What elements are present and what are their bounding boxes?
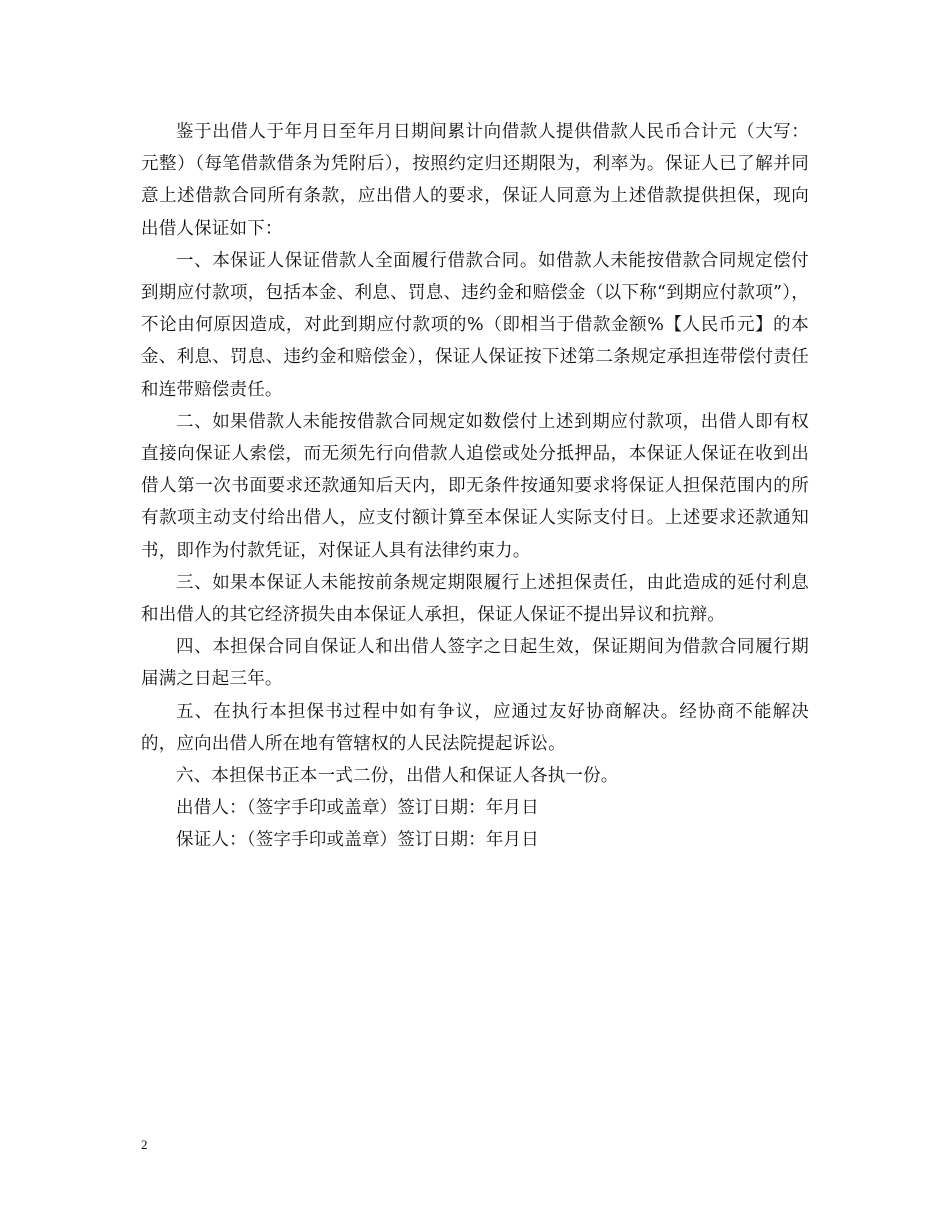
lender-signature-line: 出借人：（签字手印或盖章）签订日期：年月日 (176, 798, 539, 819)
document-body (141, 116, 809, 857)
paragraph-clause-1: 一、本保证人保证借款人全面履行借款合同。如借款人未能按借款合同规定偿付到期应付款项，包括本金、利息、罚息、违约金和赔偿金（以下称“到期应付款项”），不论由何原因造成，对此到期应付款项的%（即相当于借款金额%【人民币元】的本金、利息、罚息、违约金和赔偿金），保证人保证按下述第二条规定承担连带偿付责任和连带赔偿责任。 (141, 250, 809, 400)
paragraph-preamble: 鉴于出借人于年月日至年月日期间累计向借款人提供借款人民币合计元（大写：元整）（每笔借款借条为凭附后），按照约定归还期限为，利率为。保证人已了解并同意上述借款合同所有条款，应出借人的要求，保证人同意为上述借款提供担保，现向出借人保证如下： (141, 122, 809, 239)
paragraph-clause-2: 二、如果借款人未能按借款合同规定如数偿付上述到期应付款项，出借人即有权直接向保证人索偿，而无须先行向借款人追偿或处分抵押品，本保证人保证在收到出借人第一次书面要求还款通知后天内，即无条件按通知要求将保证人担保范围内的所有款项主动支付给出借人，应支付额计算至本保证人实际支付日。上述要求还款通知书，即作为付款凭证，对保证人具有法律约束力。 (141, 411, 809, 561)
paragraph-clause-4: 四、本担保合同自保证人和出借人签字之日起生效，保证期间为借款合同履行期届满之日起三年。 (141, 637, 809, 690)
paragraph-clause-3: 三、如果本保证人未能按前条规定期限履行上述担保责任，由此造成的延付利息和出借人的其它经济损失由本保证人承担，保证人保证不提出异议和抗辩。 (141, 572, 809, 626)
guarantor-signature-line: 保证人：（签字手印或盖章）签订日期：年月日 (176, 830, 539, 851)
paragraph-clause-6: 六、本担保书正本一式二份，出借人和保证人各执一份。 (176, 766, 619, 787)
page-number: 2 (141, 1137, 148, 1152)
paragraph-clause-5: 五、在执行本担保书过程中如有争议，应通过友好协商解决。经协商不能解决的，应向出借人所在地有管辖权的人民法院提起诉讼。 (141, 701, 809, 754)
